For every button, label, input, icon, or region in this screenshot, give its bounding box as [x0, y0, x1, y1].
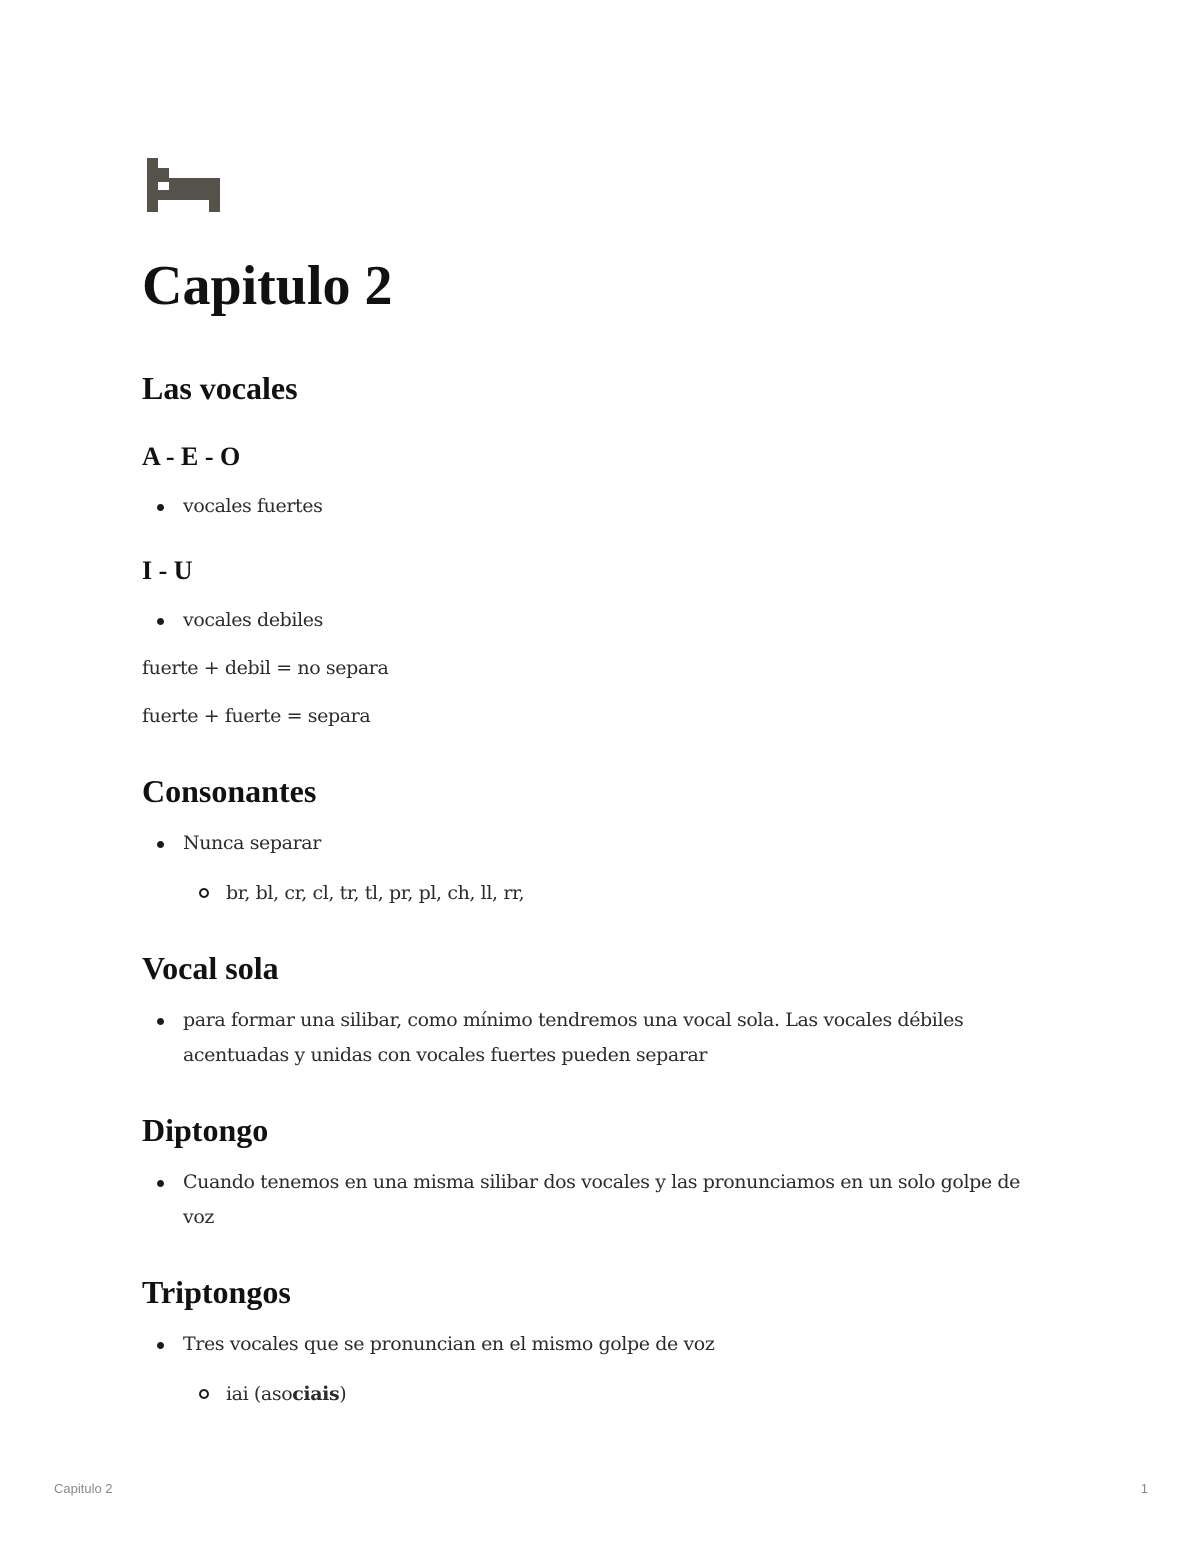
sub-bullet-icon — [199, 888, 209, 898]
example-suffix: ) — [339, 1383, 347, 1405]
list-item-consonant-groups: br, bl, cr, cl, tr, tl, pr, pl, ch, ll, rr, — [226, 882, 525, 904]
bullet-icon — [157, 618, 164, 625]
list-item-vocal-sola: para formar una silibar, como mínimo tendremos una vocal sola. Las vocales débiles acentuadas y unidas con vocales fuertes pueden separar — [183, 1009, 964, 1066]
sub-bullet-icon — [199, 1389, 209, 1399]
bullet-icon — [157, 504, 164, 511]
bullet-icon — [157, 1018, 164, 1025]
list-item-vocales-fuertes: vocales fuertes — [183, 495, 323, 517]
list-item-triptongo-example — [226, 1377, 1096, 1412]
page-number: 1 — [1140, 1481, 1148, 1496]
list-item-triptongos: Tres vocales que se pronuncian en el mismo golpe de voz — [183, 1333, 715, 1355]
bed-icon — [147, 158, 221, 214]
heading-vocal-sola: Vocal sola — [142, 950, 279, 986]
heading-iu: I - U — [142, 556, 193, 585]
heading-diptongo: Diptongo — [142, 1112, 269, 1148]
page-title: Capitulo 2 — [142, 255, 393, 317]
bullet-icon — [157, 1342, 164, 1349]
bullet-icon — [157, 841, 164, 848]
heading-triptongos: Triptongos — [142, 1274, 291, 1310]
heading-aeo: A - E - O — [142, 442, 241, 471]
footer-title: Capitulo 2 — [54, 1481, 113, 1496]
list-item-diptongo: Cuando tenemos en una misma silibar dos vocales y las pronunciamos en un solo golpe de voz — [183, 1171, 1020, 1228]
example-bold-triptongo: ciais — [292, 1383, 340, 1405]
list-item-nunca-separar: Nunca separar — [183, 832, 321, 854]
example-prefix: iai (aso — [226, 1383, 293, 1405]
list-item-vocales-debiles: vocales debiles — [183, 609, 323, 631]
rule-separa: fuerte + fuerte = separa — [142, 705, 371, 727]
bullet-icon — [157, 1180, 164, 1187]
rule-no-separa: fuerte + debil = no separa — [142, 657, 389, 679]
heading-consonantes: Consonantes — [142, 773, 317, 809]
heading-las-vocales: Las vocales — [142, 370, 298, 406]
